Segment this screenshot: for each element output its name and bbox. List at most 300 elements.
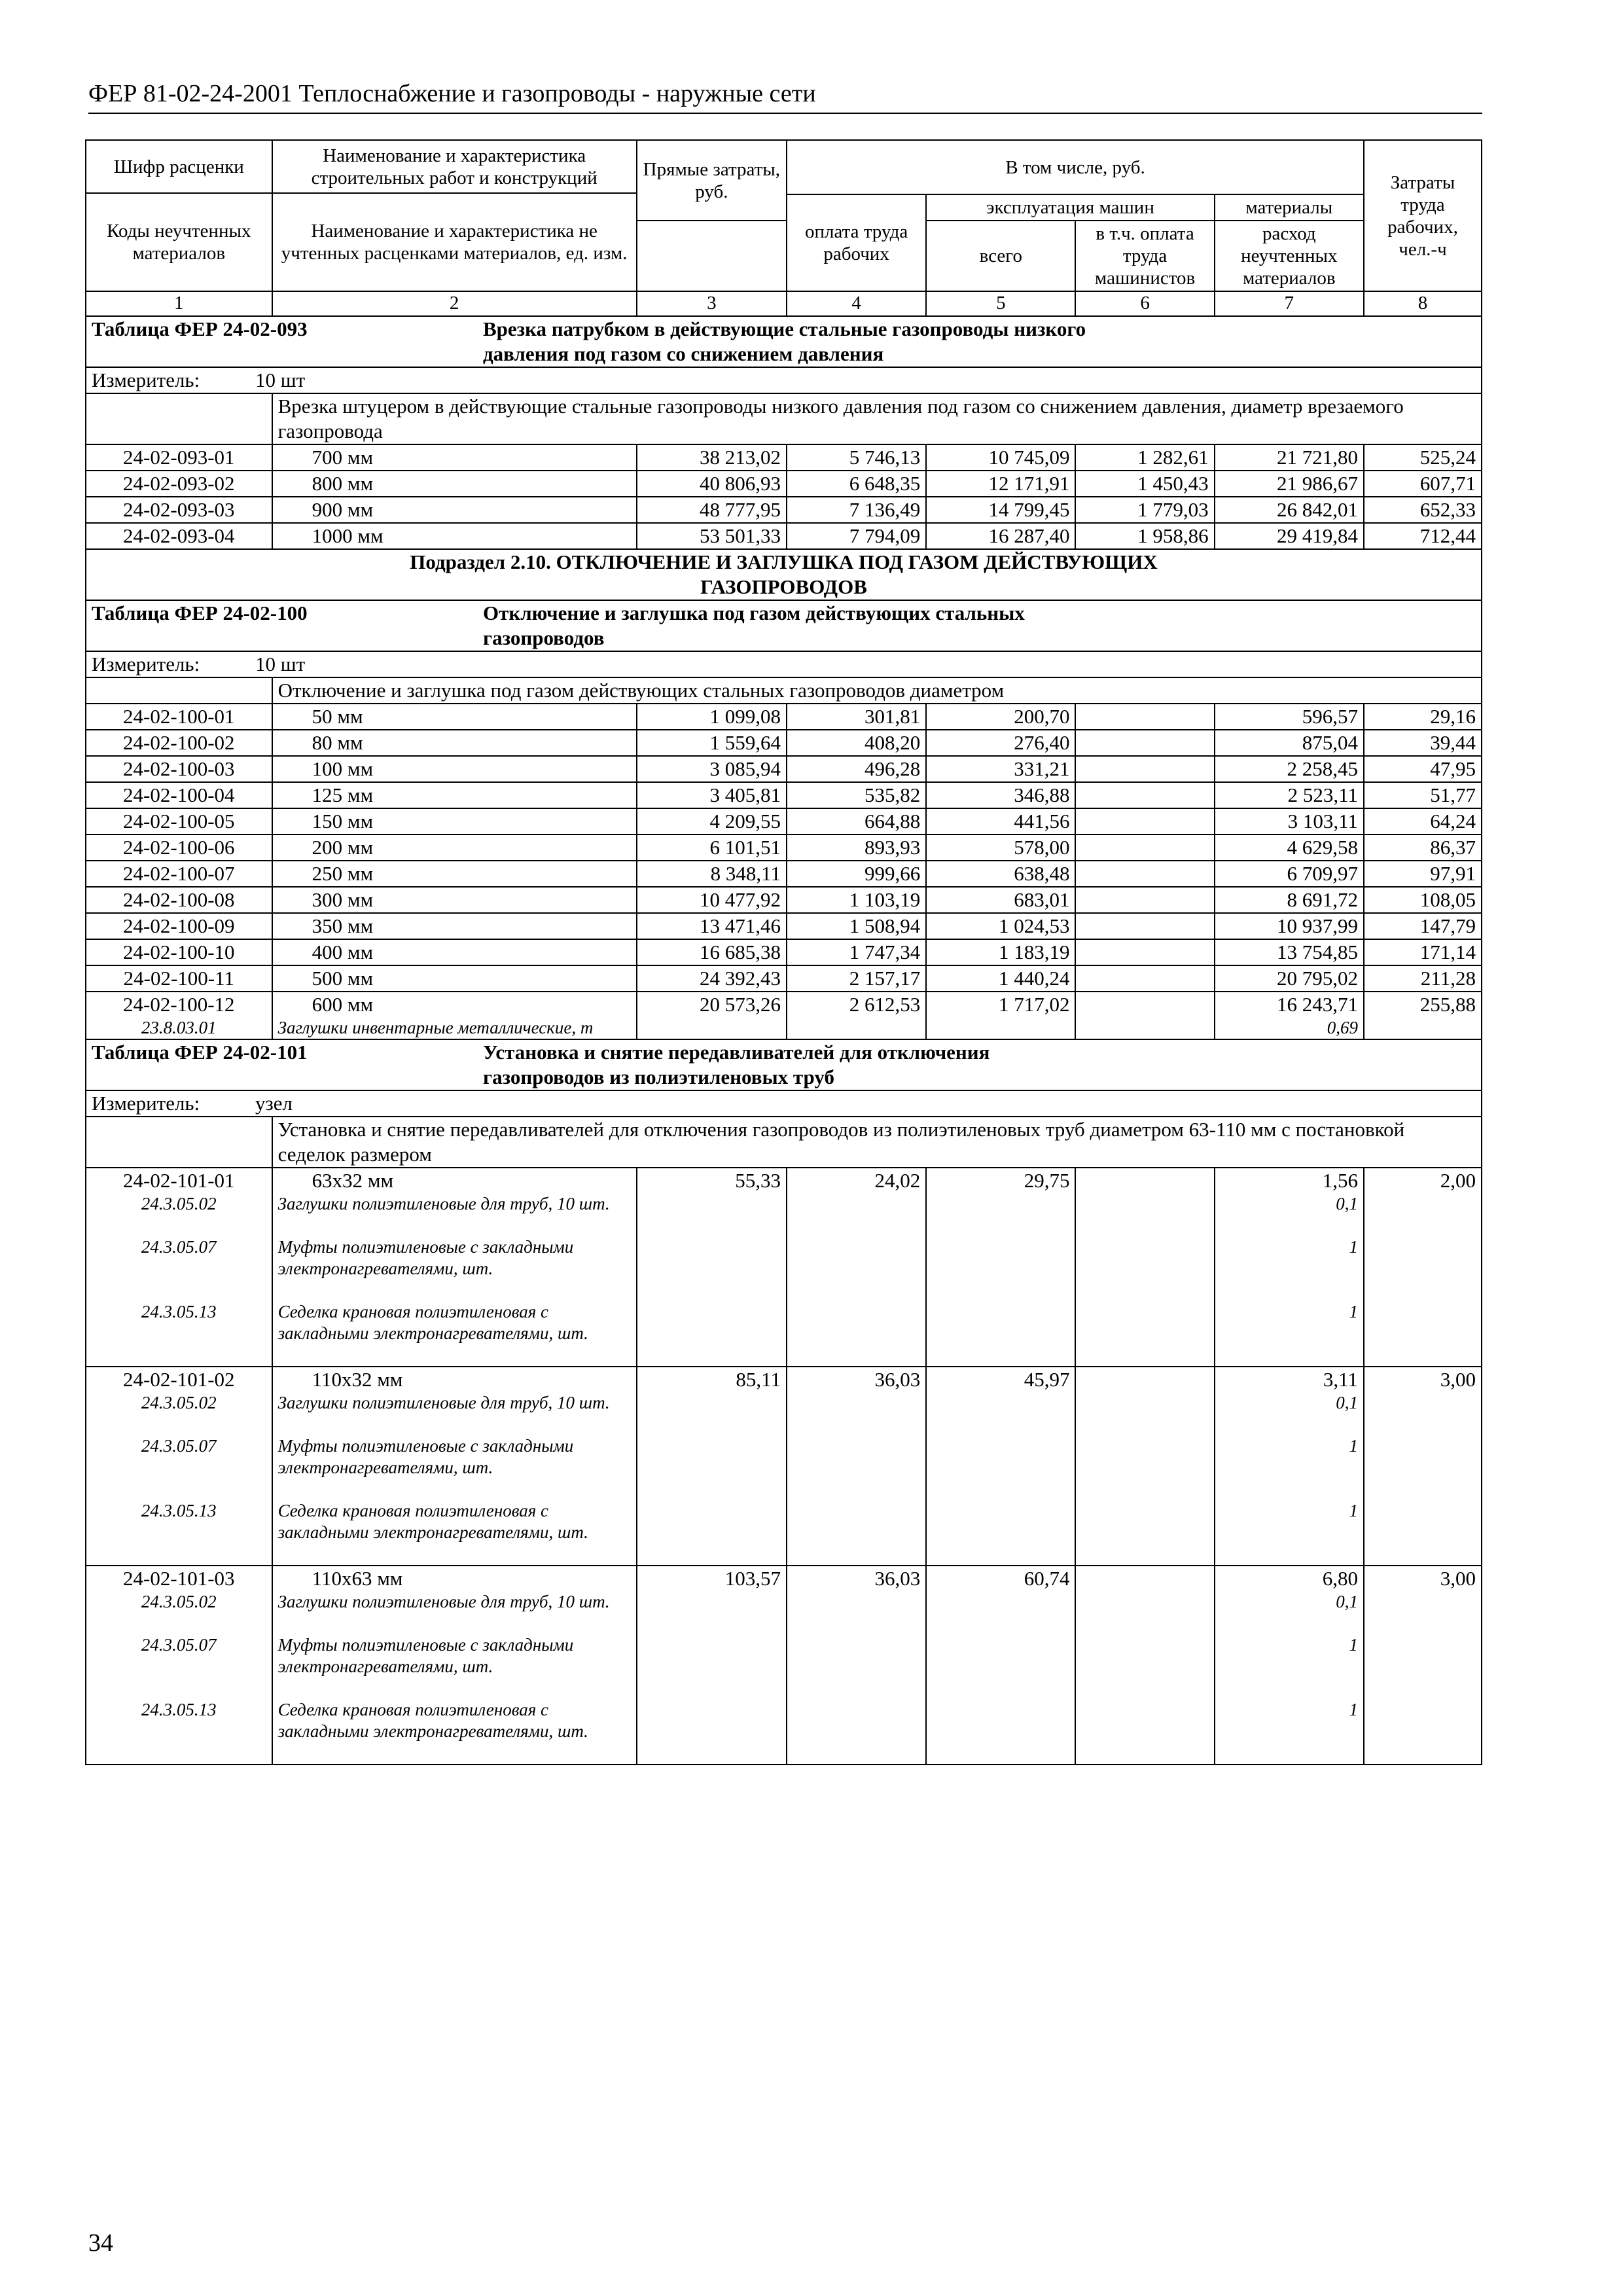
labor-cost-value: 2,00 <box>1440 1169 1476 1192</box>
materials-cost-value: 6,80 <box>1322 1567 1358 1590</box>
col-materials-header: материалы <box>1215 194 1364 221</box>
table-name-cont: газопроводов из полиэтиленовых труб <box>483 1066 834 1088</box>
machines-cost <box>926 913 1075 939</box>
materials-cost-value: 2 523,11 <box>1287 783 1358 806</box>
materials-cost-value: 16 243,71 <box>1276 993 1358 1016</box>
table-row <box>86 992 1482 1039</box>
wages-cost <box>787 861 926 887</box>
wages-cost-value: 535,82 <box>864 783 921 806</box>
col-number: 7 <box>1215 291 1364 316</box>
description-code <box>86 677 272 704</box>
machines-cost-value: 1 183,19 <box>998 941 1070 963</box>
material-qty: 0,69 <box>1327 1018 1358 1037</box>
rate-name-value: 600 мм <box>312 993 374 1016</box>
rate-code-value: 24-02-100-07 <box>123 862 235 885</box>
rate-name <box>272 1367 637 1566</box>
subsection-line: Подраздел 2.10. ОТКЛЮЧЕНИЕ И ЗАГЛУШКА ПОД ГАЗОМ ДЕЙСТВУЮЩИХ <box>410 550 1158 573</box>
wages-cost <box>787 992 926 1039</box>
table-code: Таблица ФЕР 24-02-101 <box>92 1041 308 1064</box>
rate-code <box>86 756 272 782</box>
rate-name <box>272 861 637 887</box>
col-number: 5 <box>926 291 1075 316</box>
material-code: 24.3.05.13 <box>141 1501 217 1520</box>
rate-name <box>272 887 637 913</box>
machines-wages-cost: 1 450,43 <box>1075 471 1214 497</box>
table-row <box>86 782 1482 808</box>
table-name: Врезка патрубком в действующие стальные газопроводы низкого <box>483 317 1086 340</box>
table-row <box>86 1367 1482 1566</box>
rate-code-value: 24-02-100-04 <box>123 783 235 806</box>
labor-cost: 652,33 <box>1364 497 1482 523</box>
materials-cost <box>1215 1566 1364 1765</box>
machines-wages-cost <box>1075 1168 1214 1367</box>
labor-cost <box>1364 834 1482 861</box>
rate-name: 800 мм <box>272 471 637 497</box>
machines-cost-value: 60,74 <box>1024 1567 1070 1590</box>
rate-name <box>272 704 637 730</box>
table-row <box>86 704 1482 730</box>
material-code: 24.3.05.13 <box>141 1700 217 1719</box>
rate-name <box>272 808 637 834</box>
rate-code <box>86 965 272 992</box>
col-machines-wages-header: в т.ч. оплата труда машинистов <box>1075 221 1214 291</box>
rates-table <box>85 139 1482 1765</box>
labor-cost-value: 108,05 <box>1419 888 1476 911</box>
machines-cost <box>926 1168 1075 1367</box>
wages-cost <box>787 730 926 756</box>
table-row <box>86 887 1482 913</box>
labor-cost <box>1364 1566 1482 1765</box>
machines-wages-cost: 1 958,86 <box>1075 523 1214 549</box>
subsection-row <box>86 549 1482 600</box>
rate-name <box>272 782 637 808</box>
wages-cost-value: 36,03 <box>874 1368 921 1391</box>
materials-cost: 26 842,01 <box>1215 497 1364 523</box>
direct-cost <box>637 834 787 861</box>
col-machines-total-header: всего <box>926 221 1075 291</box>
labor-cost <box>1364 1367 1482 1566</box>
material-code: 24.3.05.07 <box>141 1436 217 1456</box>
rate-name-value: 200 мм <box>312 836 374 859</box>
direct-cost: 40 806,93 <box>637 471 787 497</box>
machines-cost-value: 331,21 <box>1014 757 1070 780</box>
table-row <box>86 861 1482 887</box>
labor-cost: 712,44 <box>1364 523 1482 549</box>
material-code: 24.3.05.02 <box>141 1194 217 1213</box>
material-qty: 1 <box>1349 1635 1358 1655</box>
machines-cost <box>926 834 1075 861</box>
direct-cost-value: 6 101,51 <box>709 836 781 859</box>
table-description: Отключение и заглушка под газом действующих стальных газопроводов диаметром <box>272 677 1482 704</box>
rate-code-value: 24-02-100-10 <box>123 941 235 963</box>
col-machines-header: эксплуатация машин <box>926 194 1214 221</box>
materials-cost-value: 3 103,11 <box>1287 810 1358 833</box>
material-name: Седелка крановая полиэтиленовая с закладными электронагревателями, шт. <box>277 1700 588 1741</box>
wages-cost-value: 2 612,53 <box>849 993 921 1016</box>
wages-cost <box>787 887 926 913</box>
materials-cost-value: 20 795,02 <box>1276 967 1358 990</box>
machines-cost-value: 638,48 <box>1014 862 1070 885</box>
wages-cost: 5 746,13 <box>787 444 926 471</box>
material-qty: 1 <box>1349 1237 1358 1257</box>
table-meter-row <box>86 651 1482 677</box>
machines-cost-value: 683,01 <box>1014 888 1070 911</box>
material-name: Седелка крановая полиэтиленовая с закладными электронагревателями, шт. <box>277 1302 588 1343</box>
materials-cost <box>1215 808 1364 834</box>
rate-name-value: 150 мм <box>312 810 374 833</box>
meter-label: Измеритель: <box>92 368 200 391</box>
machines-cost-value: 1 024,53 <box>998 914 1070 937</box>
machines-wages-cost: 1 779,03 <box>1075 497 1214 523</box>
materials-cost-value: 2 258,45 <box>1287 757 1358 780</box>
wages-cost <box>787 1168 926 1367</box>
rate-name-value: 100 мм <box>312 757 374 780</box>
wages-cost <box>787 834 926 861</box>
wages-cost-value: 24,02 <box>874 1169 921 1192</box>
direct-cost-value: 8 348,11 <box>710 862 781 885</box>
labor-cost-value: 3,00 <box>1440 1368 1476 1391</box>
materials-cost: 29 419,84 <box>1215 523 1364 549</box>
rate-code-value: 24-02-100-02 <box>123 731 235 754</box>
material-qty: 0,1 <box>1336 1592 1358 1611</box>
materials-cost <box>1215 992 1364 1039</box>
table-title <box>86 600 1482 651</box>
labor-cost-value: 3,00 <box>1440 1567 1476 1590</box>
rate-code <box>86 887 272 913</box>
table-row <box>86 913 1482 939</box>
materials-cost-value: 8 691,72 <box>1287 888 1358 911</box>
rate-name <box>272 834 637 861</box>
machines-cost <box>926 861 1075 887</box>
labor-cost-value: 97,91 <box>1430 862 1476 885</box>
machines-cost-value: 346,88 <box>1014 783 1070 806</box>
rate-code <box>86 704 272 730</box>
machines-wages-cost <box>1075 730 1214 756</box>
meter-label: Измеритель: <box>92 653 200 675</box>
wages-cost-value: 1 508,94 <box>849 914 921 937</box>
direct-cost <box>637 992 787 1039</box>
direct-cost: 53 501,33 <box>637 523 787 549</box>
material-name: Седелка крановая полиэтиленовая с закладными электронагревателями, шт. <box>277 1501 588 1542</box>
table-row <box>86 939 1482 965</box>
material-name: Заглушки полиэтиленовые для труб, 10 шт. <box>277 1592 610 1611</box>
col-number: 1 <box>86 291 272 316</box>
rate-code-value: 24-02-101-01 <box>123 1169 235 1192</box>
rate-name <box>272 1168 637 1367</box>
table-meter-row <box>86 1090 1482 1117</box>
table-row <box>86 756 1482 782</box>
machines-cost <box>926 704 1075 730</box>
wages-cost-value: 496,28 <box>864 757 921 780</box>
direct-cost <box>637 704 787 730</box>
materials-cost <box>1215 782 1364 808</box>
labor-cost-value: 39,44 <box>1430 731 1476 754</box>
materials-cost <box>1215 1367 1364 1566</box>
direct-cost-value: 24 392,43 <box>700 967 781 990</box>
material-qty: 0,1 <box>1336 1194 1358 1213</box>
wages-cost: 7 136,49 <box>787 497 926 523</box>
materials-cost-value: 10 937,99 <box>1276 914 1358 937</box>
material-name: Заглушки полиэтиленовые для труб, 10 шт. <box>277 1194 610 1213</box>
meter-value: узел <box>255 1092 293 1115</box>
subsection-line: ГАЗОПРОВОДОВ <box>700 575 867 598</box>
machines-cost <box>926 887 1075 913</box>
materials-cost-value: 1,56 <box>1322 1169 1358 1192</box>
table-name: Установка и снятие передавливателей для отключения <box>483 1041 990 1064</box>
col-number: 8 <box>1364 291 1482 316</box>
table-name: Отключение и заглушка под газом действующих стальных <box>483 601 1025 624</box>
labor-cost-value: 211,28 <box>1420 967 1476 990</box>
direct-cost-value: 3 085,94 <box>709 757 781 780</box>
direct-cost-value: 20 573,26 <box>700 993 781 1016</box>
page-header: ФЕР 81-02-24-2001 Теплоснабжение и газопроводы - наружные сети <box>88 77 1482 114</box>
materials-cost: 21 721,80 <box>1215 444 1364 471</box>
labor-cost: 607,71 <box>1364 471 1482 497</box>
meter-value: 10 шт <box>255 653 306 675</box>
direct-cost <box>637 1367 787 1566</box>
rate-code <box>86 834 272 861</box>
wages-cost-value: 893,93 <box>864 836 921 859</box>
machines-cost: 14 799,45 <box>926 497 1075 523</box>
materials-cost-value: 4 629,58 <box>1287 836 1358 859</box>
col-number: 3 <box>637 291 787 316</box>
material-code: 24.3.05.13 <box>141 1302 217 1321</box>
direct-cost-value: 4 209,55 <box>709 810 781 833</box>
machines-wages-cost <box>1075 965 1214 992</box>
table-name-cont: газопроводов <box>483 626 605 649</box>
labor-cost <box>1364 965 1482 992</box>
direct-cost <box>637 756 787 782</box>
wages-cost-value: 1 103,19 <box>849 888 921 911</box>
rate-name-value: 500 мм <box>312 967 374 990</box>
rate-name <box>272 992 637 1039</box>
wages-cost-value: 999,66 <box>864 862 921 885</box>
labor-cost <box>1364 1168 1482 1367</box>
rate-name <box>272 939 637 965</box>
rate-code <box>86 808 272 834</box>
table-title <box>86 1039 1482 1090</box>
rate-name-value: 50 мм <box>312 705 363 728</box>
rate-code: 24-02-093-04 <box>86 523 272 549</box>
labor-cost-value: 47,95 <box>1430 757 1476 780</box>
machines-wages-cost: 1 282,61 <box>1075 444 1214 471</box>
rate-code-value: 24-02-100-01 <box>123 705 235 728</box>
machines-cost <box>926 939 1075 965</box>
rate-name: 1000 мм <box>272 523 637 549</box>
direct-cost-value: 1 099,08 <box>709 705 781 728</box>
machines-cost-value: 29,75 <box>1024 1169 1070 1192</box>
rate-code <box>86 913 272 939</box>
direct-cost <box>637 861 787 887</box>
table-code: Таблица ФЕР 24-02-100 <box>92 601 308 624</box>
rate-code <box>86 1168 272 1367</box>
materials-cost-value: 6 709,97 <box>1287 862 1358 885</box>
machines-cost-value: 276,40 <box>1014 731 1070 754</box>
col-direct-spacer <box>637 221 787 291</box>
rate-code-value: 24-02-100-06 <box>123 836 235 859</box>
direct-cost <box>637 913 787 939</box>
rate-code: 24-02-093-01 <box>86 444 272 471</box>
labor-cost-value: 51,77 <box>1430 783 1476 806</box>
machines-cost-value: 200,70 <box>1014 705 1070 728</box>
machines-wages-cost <box>1075 939 1214 965</box>
labor-cost <box>1364 939 1482 965</box>
materials-cost-value: 596,57 <box>1302 705 1358 728</box>
materials-cost <box>1215 965 1364 992</box>
direct-cost <box>637 965 787 992</box>
rate-name <box>272 913 637 939</box>
wages-cost: 6 648,35 <box>787 471 926 497</box>
rate-code <box>86 1367 272 1566</box>
material-name: Муфты полиэтиленовые с закладными электронагревателями, шт. <box>277 1237 574 1278</box>
description-code <box>86 393 272 444</box>
labor-cost <box>1364 861 1482 887</box>
machines-cost <box>926 992 1075 1039</box>
col-including-header: В том числе, руб. <box>787 140 1364 194</box>
rate-code <box>86 992 272 1039</box>
wages-cost <box>787 704 926 730</box>
rate-name-value: 300 мм <box>312 888 374 911</box>
table-row <box>86 497 1482 523</box>
table-description-row <box>86 677 1482 704</box>
subsection-title <box>86 549 1482 600</box>
rate-code: 24-02-093-02 <box>86 471 272 497</box>
rate-name <box>272 965 637 992</box>
labor-cost-value: 64,24 <box>1430 810 1476 833</box>
table-code: Таблица ФЕР 24-02-093 <box>92 317 308 340</box>
col-name-header-bottom: Наименование и характеристика не учтенных расценками материалов, ед. изм. <box>272 193 637 291</box>
rate-name-value: 110х63 мм <box>312 1567 403 1590</box>
table-meter <box>86 651 1482 677</box>
machines-wages-cost <box>1075 782 1214 808</box>
rate-name-value: 400 мм <box>312 941 374 963</box>
materials-cost <box>1215 913 1364 939</box>
rate-code-value: 24-02-100-08 <box>123 888 235 911</box>
table-meter <box>86 367 1482 393</box>
rate-code-value: 24-02-100-05 <box>123 810 235 833</box>
machines-wages-cost <box>1075 913 1214 939</box>
material-name: Заглушки полиэтиленовые для труб, 10 шт. <box>277 1393 610 1412</box>
materials-cost <box>1215 1168 1364 1367</box>
materials-cost <box>1215 887 1364 913</box>
machines-cost <box>926 756 1075 782</box>
material-name: Заглушки инвентарные металлические, т <box>277 1018 594 1037</box>
table-row <box>86 834 1482 861</box>
direct-cost <box>637 730 787 756</box>
rates-table-body <box>86 140 1482 1765</box>
col-labor-header: Затраты труда рабочих, чел.-ч <box>1364 140 1482 291</box>
table-description: Врезка штуцером в действующие стальные газопроводы низкого давления под газом со снижением давления, диаметр врезаемого газопровода <box>272 393 1482 444</box>
table-row <box>86 965 1482 992</box>
wages-cost-value: 36,03 <box>874 1567 921 1590</box>
machines-cost <box>926 1367 1075 1566</box>
table-description-row <box>86 1117 1482 1168</box>
materials-cost <box>1215 939 1364 965</box>
direct-cost <box>637 1566 787 1765</box>
labor-cost <box>1364 782 1482 808</box>
labor-cost-value: 29,16 <box>1430 705 1476 728</box>
labor-cost <box>1364 730 1482 756</box>
table-row <box>86 730 1482 756</box>
rate-name <box>272 1566 637 1765</box>
material-qty: 1 <box>1349 1302 1358 1321</box>
labor-cost <box>1364 887 1482 913</box>
rate-code: 24-02-093-03 <box>86 497 272 523</box>
labor-cost <box>1364 992 1482 1039</box>
direct-cost <box>637 782 787 808</box>
direct-cost-value: 85,11 <box>736 1368 781 1391</box>
machines-wages-cost <box>1075 1566 1214 1765</box>
material-qty: 0,1 <box>1336 1393 1358 1412</box>
machines-cost-value: 1 440,24 <box>998 967 1070 990</box>
direct-cost-value: 10 477,92 <box>700 888 781 911</box>
machines-cost <box>926 808 1075 834</box>
materials-cost-value: 875,04 <box>1302 731 1358 754</box>
col-number: 6 <box>1075 291 1214 316</box>
col-code-header-bottom: Коды неучтенных материалов <box>86 193 272 291</box>
rate-name <box>272 756 637 782</box>
labor-cost <box>1364 913 1482 939</box>
machines-cost: 12 171,91 <box>926 471 1075 497</box>
labor-cost <box>1364 756 1482 782</box>
rate-code-value: 24-02-100-11 <box>123 967 234 990</box>
col-number: 4 <box>787 291 926 316</box>
labor-cost-value: 255,88 <box>1419 993 1476 1016</box>
table-meter <box>86 1090 1482 1117</box>
machines-wages-cost <box>1075 834 1214 861</box>
rate-name-value: 250 мм <box>312 862 374 885</box>
table-row <box>86 523 1482 549</box>
wages-cost <box>787 1367 926 1566</box>
table-row <box>86 1566 1482 1765</box>
direct-cost <box>637 808 787 834</box>
rate-code <box>86 1566 272 1765</box>
materials-cost <box>1215 704 1364 730</box>
rate-name: 700 мм <box>272 444 637 471</box>
table-title <box>86 316 1482 367</box>
machines-wages-cost <box>1075 992 1214 1039</box>
col-materials-unaccounted-header: расход неучтенных материалов <box>1215 221 1364 291</box>
direct-cost <box>637 939 787 965</box>
machines-wages-cost <box>1075 756 1214 782</box>
material-code: 24.3.05.02 <box>141 1592 217 1611</box>
direct-cost-value: 13 471,46 <box>700 914 781 937</box>
rate-code <box>86 861 272 887</box>
rate-name: 900 мм <box>272 497 637 523</box>
meter-label: Измеритель: <box>92 1092 200 1115</box>
machines-cost-value: 1 717,02 <box>998 993 1070 1016</box>
material-qty: 1 <box>1349 1700 1358 1719</box>
materials-cost <box>1215 730 1364 756</box>
machines-cost <box>926 965 1075 992</box>
material-name: Муфты полиэтиленовые с закладными электронагревателями, шт. <box>277 1635 574 1676</box>
labor-cost: 525,24 <box>1364 444 1482 471</box>
wages-cost <box>787 782 926 808</box>
material-name: Муфты полиэтиленовые с закладными электронагревателями, шт. <box>277 1436 574 1477</box>
material-code: 24.3.05.07 <box>141 1237 217 1257</box>
direct-cost: 38 213,02 <box>637 444 787 471</box>
wages-cost <box>787 756 926 782</box>
material-code: 24.3.05.02 <box>141 1393 217 1412</box>
material-qty: 1 <box>1349 1436 1358 1456</box>
labor-cost <box>1364 704 1482 730</box>
wages-cost <box>787 1566 926 1765</box>
page-number: 34 <box>88 2229 113 2257</box>
col-code-header: Шифр расценки <box>86 140 272 193</box>
table-description: Установка и снятие передавливателей для отключения газопроводов из полиэтиленовых труб диаметром 63-110 мм с постановкой седелок размером <box>272 1117 1482 1168</box>
labor-cost-value: 147,79 <box>1419 914 1476 937</box>
rate-name <box>272 730 637 756</box>
